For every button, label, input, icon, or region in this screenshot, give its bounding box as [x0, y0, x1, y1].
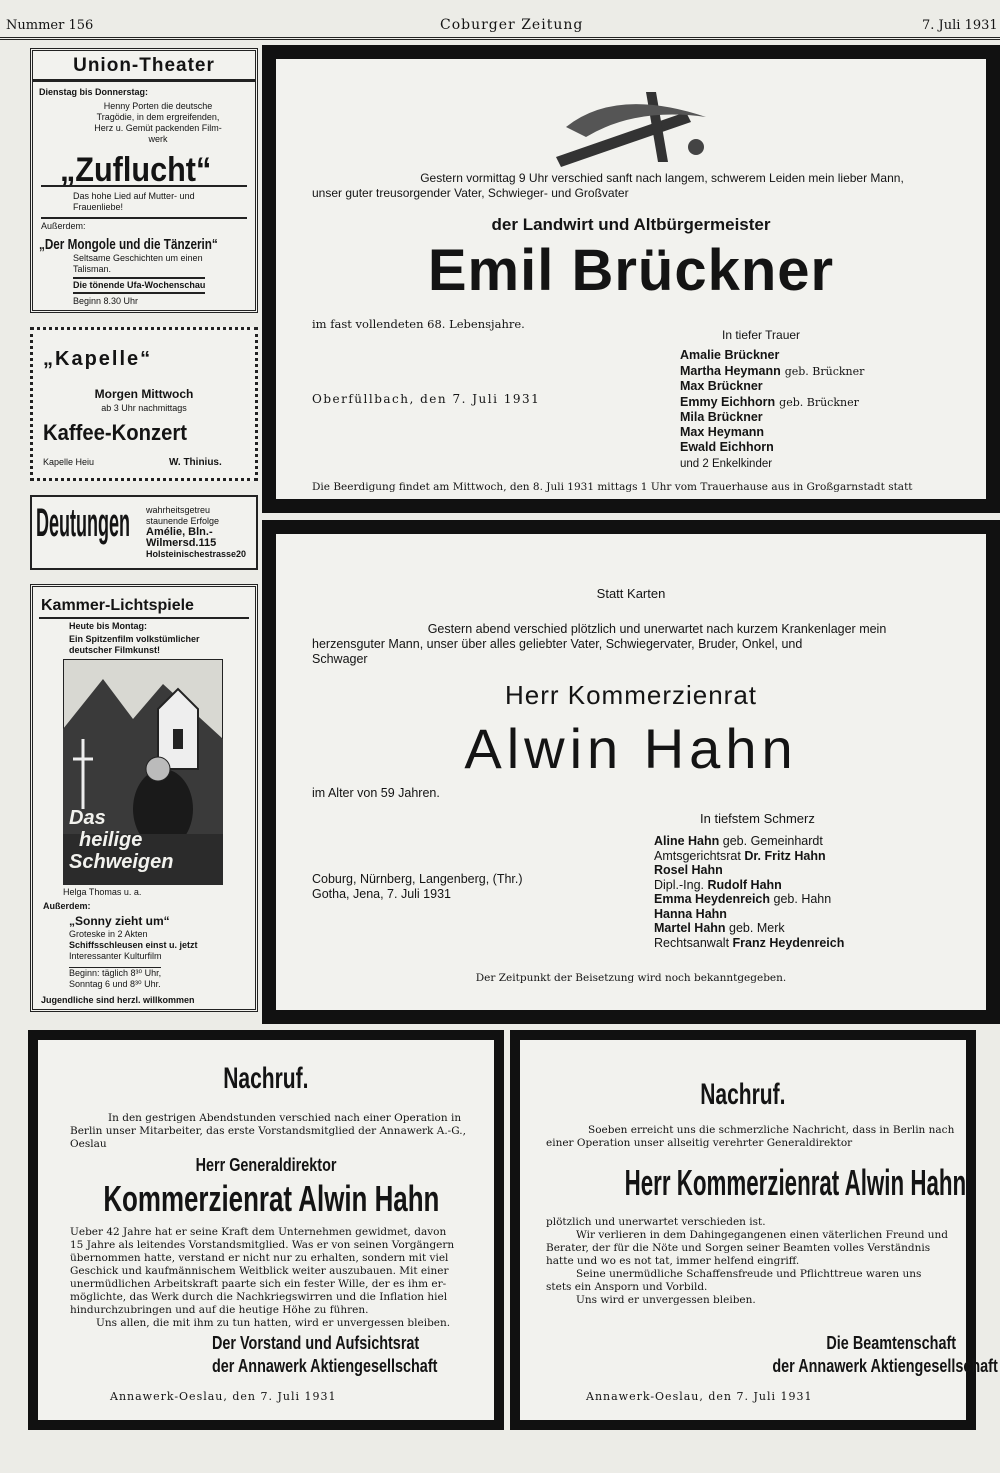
mourner-2-nee: geb. Brückner: [784, 365, 865, 378]
nr-sig-line2: der Annawerk Aktiengesellschaft: [772, 1356, 998, 1376]
nl-para1: [70, 1112, 470, 1151]
nr-p1-line2: einer Operation unser allseitig verehrter Generaldirektor: [546, 1137, 853, 1149]
kammer-tag2: deutscher Filmkunst!: [69, 645, 161, 655]
nl-p2-line3: übernommen hatte, verstand er nicht nur zu erhalten, sondern mit viel: [70, 1252, 449, 1264]
ut-desc2-line2: Talisman.: [73, 264, 112, 274]
mourner-6: Max Heymann: [680, 425, 765, 439]
nl-p2-line1: Ueber 42 Jahre hat er seine Kraft dem Unternehmen gewidmet, davon: [70, 1226, 447, 1238]
kammer-cast: Helga Thomas u. a.: [63, 887, 142, 897]
brueckner-place: Oberfüllbach, den 7. Juli 1931: [312, 392, 541, 406]
nr-para1: [546, 1124, 954, 1150]
union-theater-ad: [30, 48, 258, 313]
ut-weekly: Die tönende Ufa-Wochenschau: [73, 277, 205, 294]
ut-days: Dienstag bis Donnerstag:: [39, 87, 149, 97]
nr-sig-line1: Die Beamtenschaft: [826, 1333, 956, 1353]
nl-p2-line6: möglichte, das Werk durch die Nachkriegswirren und die Inflation hiel: [70, 1291, 448, 1303]
mourner-4-nee: geb. Brückner: [779, 396, 859, 409]
hahn-mourner-7-name: Martel Hahn: [654, 921, 726, 935]
nl-p1-line2: Berlin unser Mitarbeiter, das erste Vorstandsmitglied der Annawerk A.-G.,: [70, 1125, 466, 1137]
mourner-4-name: Emmy Eichhorn: [680, 395, 776, 409]
hahn-place-line2: Gotha, Jena, 7. Juli 1931: [312, 887, 451, 901]
ut-desc-line2: Frauenliebe!: [73, 202, 124, 212]
mourner-1: Amalie Brückner: [680, 348, 780, 362]
hahn-mourner-6: Hanna Hahn: [654, 906, 727, 921]
ut-desc2-line1: Seltsame Geschichten um einen: [73, 253, 203, 263]
kammer-title: Kammer-Lichtspiele: [41, 597, 194, 614]
nl-p1-line3: Oeslau: [70, 1138, 107, 1150]
mourner-8: und 2 Enkelkinder: [680, 458, 773, 470]
mourner-5: Mila Brückner: [680, 410, 763, 424]
hahn-mourner-2-name: Dr. Fritz Hahn: [744, 848, 826, 863]
nr-title: Nachruf.: [700, 1078, 786, 1111]
ut-line1: Henny Porten die deutsche: [103, 101, 213, 111]
hahn-age: im Alter von 59 Jahren.: [312, 786, 440, 800]
nl-para2: [70, 1226, 480, 1330]
hahn-mourner-1-nee: geb. Gemeinhardt: [722, 834, 823, 848]
nr-p1-line1: Soeben erreicht uns die schmerzliche Nachricht, dass in Berlin nach: [588, 1124, 955, 1136]
deutungen-line4: Holsteinischestrasse20: [146, 549, 247, 559]
nr-p4-line1: Seine unermüdliche Schaffensfreude und Pflichttreue waren uns: [576, 1268, 922, 1280]
nr-p3-line1: Wir verlieren in dem Dahingegangenen einen väterlichen Freund und: [576, 1229, 949, 1241]
hahn-mourner-7-nee: geb. Merk: [729, 921, 785, 935]
nl-p2-line2: 15 Jahre als leitendes Vorstandsmitglied. Was er von seinen Vorgängern: [70, 1239, 455, 1251]
deutungen-line3: Amélie, Bln.-Wilmersd.115: [146, 526, 217, 549]
issue-date: 7. Juli 1931: [922, 18, 998, 33]
kapelle-owner: W. Thinius.: [169, 457, 222, 468]
kapelle-title: „Kapelle“: [43, 348, 153, 370]
brueckner-name: Emil Brückner: [427, 238, 835, 303]
union-theater-title: Union-Theater: [33, 55, 255, 82]
nl-name: Kommerzienrat Alwin Hahn: [103, 1178, 440, 1219]
hahn-intro-line3: Schwager: [312, 652, 368, 666]
hahn-mourner-3: Rosel Hahn: [654, 863, 723, 877]
nl-p2-line7: hindurchzubringen und auf die heutige Höhe zu führen.: [70, 1304, 369, 1316]
nr-p4-line2: stets ein Ansporn und Vorbild.: [546, 1281, 708, 1293]
nr-p3-line2: Berater, der für die Nöte und Sorgen seiner Beamten volles Verständnis: [546, 1242, 931, 1254]
ut-desc-line1: Das hohe Lied auf Mutter- und: [73, 191, 195, 201]
issue-number: Nummer 156: [6, 18, 94, 33]
hahn-burial: Der Zeitpunkt der Beisetzung wird noch bekanntgegeben.: [475, 972, 787, 984]
ut-rule-2: [41, 217, 247, 219]
nl-sig-line2: der Annawerk Aktiengesellschaft: [212, 1356, 438, 1376]
hahn-obituary: [262, 520, 1000, 1024]
ut-film2: „Der Mongole und die Tänzerin“: [39, 236, 218, 253]
nachruf-right: [510, 1030, 998, 1430]
brueckner-intro-line2: unser guter treusorgender Vater, Schwieger- und Großvater: [312, 186, 629, 200]
hahn-intro-line2: herzensguter Mann, unser über alles geliebter Vater, Schwiegervater, Bruder, Onkel, und: [312, 637, 803, 651]
brueckner-mourners: [680, 348, 864, 472]
kammer-desc1: Groteske in 2 Akten: [69, 929, 148, 939]
nr-body: [546, 1216, 948, 1307]
ut-line3: Herz u. Gemüt packenden Film-: [94, 123, 222, 133]
kammer-youth: Jugendliche sind herzl. willkommen: [41, 995, 195, 1005]
nr-place: Annawerk-Oeslau, den 7. Juli 1931: [586, 1390, 813, 1403]
kammer-film2: „Sonny zieht um“: [69, 914, 170, 928]
deutungen-word: Deutungen: [36, 501, 130, 545]
poster-title: [69, 807, 173, 873]
nl-p3: Uns allen, die mit ihm zu tun hatten, wird er unvergessen bleiben.: [96, 1317, 451, 1329]
deutungen-line2: staunende Erfolge: [146, 516, 220, 526]
brueckner-role: der Landwirt und Altbürgermeister: [491, 215, 771, 234]
ut-desc: [73, 191, 195, 213]
ut-film-title: „Zuflucht“: [59, 151, 212, 189]
nr-p3-line3: hatte und wo es not tat, immer helfend eingriff.: [546, 1255, 800, 1267]
hahn-mourner-1-name: Aline Hahn: [654, 834, 720, 848]
ut-start: Beginn 8.30 Uhr: [73, 296, 139, 306]
hahn-title: Herr Kommerzienrat: [504, 680, 758, 710]
hahn-cards: Statt Karten: [596, 586, 666, 601]
hahn-mourner-5-name: Emma Heydenreich: [654, 892, 771, 906]
brueckner-funeral: Die Beerdigung findet am Mittwoch, den 8. Juli 1931 mittags 1 Uhr vom Trauerhause aus in Großgarnstadt statt: [312, 481, 913, 493]
ut-text: [63, 101, 253, 145]
kammer-desc2: Schiffsschleusen einst u. jetzt: [69, 940, 198, 950]
hahn-mourners: [654, 834, 844, 950]
kammer-time2: Sonntag 6 und 8³⁰ Uhr.: [69, 979, 161, 989]
nr-p2: plötzlich und unerwartet verschieden ist.: [546, 1216, 766, 1228]
ut-desc2: [73, 253, 203, 275]
kapelle-day: Morgen Mittwoch: [94, 387, 194, 401]
nl-title: Nachruf.: [223, 1062, 309, 1095]
mourner-2-name: Martha Heymann: [680, 364, 781, 378]
nl-p2-line5: unermüdlichen Arbeitskraft paarte sich ein fester Wille, der es ihm er-: [70, 1278, 447, 1290]
hahn-intro: [312, 622, 962, 667]
deutungen-ad: [30, 495, 258, 570]
kammer-time1: Beginn: täglich 8³⁰ Uhr,: [69, 968, 162, 978]
nr-signature: [716, 1332, 998, 1378]
deutungen-line1: wahrheitsgetreu: [146, 505, 211, 515]
newspaper-name: Coburger Zeitung: [440, 17, 584, 33]
header-rule: [0, 37, 1000, 40]
ut-line4: werk: [148, 134, 168, 144]
kammer-rule: [39, 617, 249, 619]
ut-also: Außerdem:: [41, 221, 86, 231]
brueckner-age: im fast vollendeten 68. Lebensjahre.: [312, 317, 525, 331]
nachruf-left: [28, 1030, 504, 1430]
page-header: [0, 0, 1000, 40]
nr-name: Herr Kommerzienrat Alwin Hahn: [624, 1162, 967, 1203]
nl-sub: Herr Generaldirektor: [195, 1155, 337, 1175]
hahn-mourner-8-name: Franz Heydenreich: [732, 935, 845, 950]
nl-sig-line1: Der Vorstand und Aufsichtsrat: [212, 1333, 420, 1353]
ut-line2: Tragödie, in dem ergreifenden,: [96, 112, 220, 122]
kapelle-ad: [30, 327, 258, 481]
mourner-7: Ewald Eichhorn: [680, 440, 774, 454]
kammer-ad: [30, 584, 258, 1012]
hahn-mourner-2-title: Amtsgerichtsrat: [654, 848, 741, 863]
brueckner-obituary: [262, 45, 1000, 513]
hahn-intro-line1: Gestern abend verschied plötzlich und unerwartet nach kurzem Krankenlager mein: [427, 622, 887, 636]
nl-place: Annawerk-Oeslau, den 7. Juli 1931: [110, 1390, 337, 1403]
hahn-mourner-4-name: Rudolf Hahn: [707, 877, 782, 892]
mourner-3: Max Brückner: [680, 379, 763, 393]
hahn-place: [312, 872, 523, 902]
kammer-times: [69, 967, 161, 990]
poster-title-line2: heilige: [79, 829, 143, 851]
poster-title-line1: Das: [69, 807, 106, 829]
brueckner-mourning: In tiefer Trauer: [722, 328, 801, 342]
brueckner-intro: [312, 171, 972, 201]
deutungen-text: [146, 505, 256, 560]
cross-palm-icon: [556, 87, 726, 167]
hahn-name: Alwin Hahn: [464, 717, 798, 780]
kammer-also: Außerdem:: [43, 901, 91, 911]
kammer-days: Heute bis Montag:: [69, 621, 147, 631]
hahn-place-line1: Coburg, Nürnberg, Langenberg, (Thr.): [312, 872, 523, 886]
hahn-mourning: In tiefstem Schmerz: [700, 811, 815, 826]
kammer-tag1: Ein Spitzenfilm volkstümlicher: [69, 634, 200, 644]
hahn-mourner-8-title: Rechtsanwalt: [654, 935, 730, 950]
brueckner-intro-line1: Gestern vormittag 9 Uhr verschied sanft nach langem, schwerem Leiden mein lieber Mann,: [420, 171, 904, 185]
poster-title-line3: Schweigen: [69, 851, 174, 873]
nl-p1-line1: In den gestrigen Abendstunden verschied nach einer Operation in: [108, 1112, 462, 1124]
ut-rule-1: [41, 185, 247, 187]
nl-p2-line4: Geschick und kaufmännischem Weitblick weiter auszubauen. Mit einer: [70, 1265, 449, 1277]
kapelle-concert: Kaffee-Konzert: [43, 420, 187, 445]
nr-p5: Uns wird er unvergessen bleiben.: [576, 1294, 756, 1306]
hahn-mourner-5-nee: geb. Hahn: [773, 892, 832, 906]
kapelle-time: ab 3 Uhr nachmittags: [101, 403, 187, 413]
kammer-desc3: Interessanter Kulturfilm: [69, 951, 162, 961]
hahn-mourner-4-title: Dipl.-Ing.: [654, 877, 705, 892]
nl-signature: [212, 1332, 494, 1378]
kapelle-band: Kapelle Heiu: [43, 457, 95, 467]
